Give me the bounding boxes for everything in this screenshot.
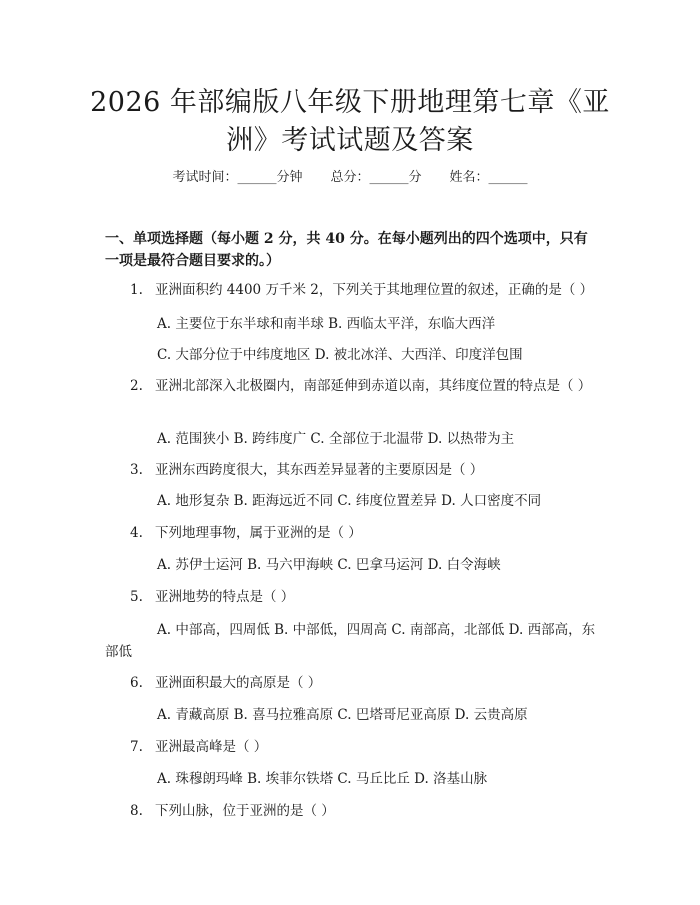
question-options: A. 主要位于东半球和南半球 B. 西临太平洋，东临大西洋	[157, 316, 496, 332]
question-stem: 亚洲面积最大的高原是（ ）	[155, 675, 322, 691]
document-title	[60, 84, 640, 160]
question-stem: 亚洲面积约 4400 万千米 2，下列关于其地理位置的叙述，正确的是（ ）	[155, 282, 594, 298]
question-3	[105, 459, 600, 481]
question-number: 3.	[130, 462, 143, 478]
question-6-options	[105, 704, 600, 726]
question-number: 1.	[130, 282, 143, 298]
question-number: 2.	[130, 378, 143, 394]
question-options: A. 苏伊士运河 B. 马六甲海峡 C. 巴拿马运河 D. 白令海峡	[157, 557, 501, 573]
exam-name-field: 姓名：______	[449, 170, 528, 185]
question-4-options	[105, 554, 600, 576]
question-1	[105, 279, 600, 301]
question-5	[105, 586, 600, 608]
question-options: A. 中部高，四周低 B. 中部低，四周高 C. 南部高，北部低 D. 西部高，东部低	[105, 622, 596, 660]
question-6	[105, 672, 600, 694]
question-2	[105, 375, 600, 397]
question-number: 7.	[130, 739, 143, 755]
question-2-options	[105, 428, 600, 450]
question-stem: 下列山脉，位于亚洲的是（ ）	[155, 803, 335, 819]
question-stem: 亚洲北部深入北极圈内，南部延伸到赤道以南，其纬度位置的特点是（ ）	[155, 378, 592, 394]
question-options: C. 大部分位于中纬度地区 D. 被北冰洋、大西洋、印度洋包围	[157, 347, 523, 363]
question-number: 4.	[130, 525, 143, 541]
question-3-options	[105, 490, 600, 512]
question-1-options-row-1	[105, 313, 600, 335]
question-options: A. 地形复杂 B. 距海远近不同 C. 纬度位置差异 D. 人口密度不同	[157, 493, 542, 509]
question-stem: 亚洲东西跨度很大，其东西差异显著的主要原因是（ ）	[155, 462, 484, 478]
question-stem: 亚洲最高峰是（ ）	[155, 739, 268, 755]
exam-score-field: 总分：______分	[330, 170, 422, 185]
question-8	[105, 800, 600, 822]
title-line-2: 洲》考试试题及答案	[226, 125, 474, 156]
question-1-options-row-2	[105, 344, 600, 366]
question-7-options	[105, 768, 600, 790]
question-7	[105, 736, 600, 758]
title-line-1: 2026 年部编版八年级下册地理第七章《亚	[90, 87, 610, 118]
question-options: A. 珠穆朗玛峰 B. 埃菲尔铁塔 C. 马丘比丘 D. 洛基山脉	[157, 771, 488, 787]
question-options: A. 青藏高原 B. 喜马拉雅高原 C. 巴塔哥尼亚高原 D. 云贵高原	[157, 707, 528, 723]
exam-info-line	[0, 168, 700, 188]
exam-time-field: 考试时间：______分钟	[172, 170, 303, 185]
question-options: A. 范围狭小 B. 跨纬度广 C. 全部位于北温带 D. 以热带为主	[157, 431, 515, 447]
question-4	[105, 522, 600, 544]
question-number: 6.	[130, 675, 143, 691]
question-number: 5.	[130, 589, 143, 605]
question-5-options	[105, 619, 600, 663]
question-number: 8.	[130, 803, 143, 819]
question-stem: 亚洲地势的特点是（ ）	[155, 589, 295, 605]
question-stem: 下列地理事物，属于亚洲的是（ ）	[155, 525, 362, 541]
section-heading: 一、单项选择题（每小题 2 分，共 40 分。在每小题列出的四个选项中，只有一项是最符合题目要求的。）	[105, 231, 588, 269]
